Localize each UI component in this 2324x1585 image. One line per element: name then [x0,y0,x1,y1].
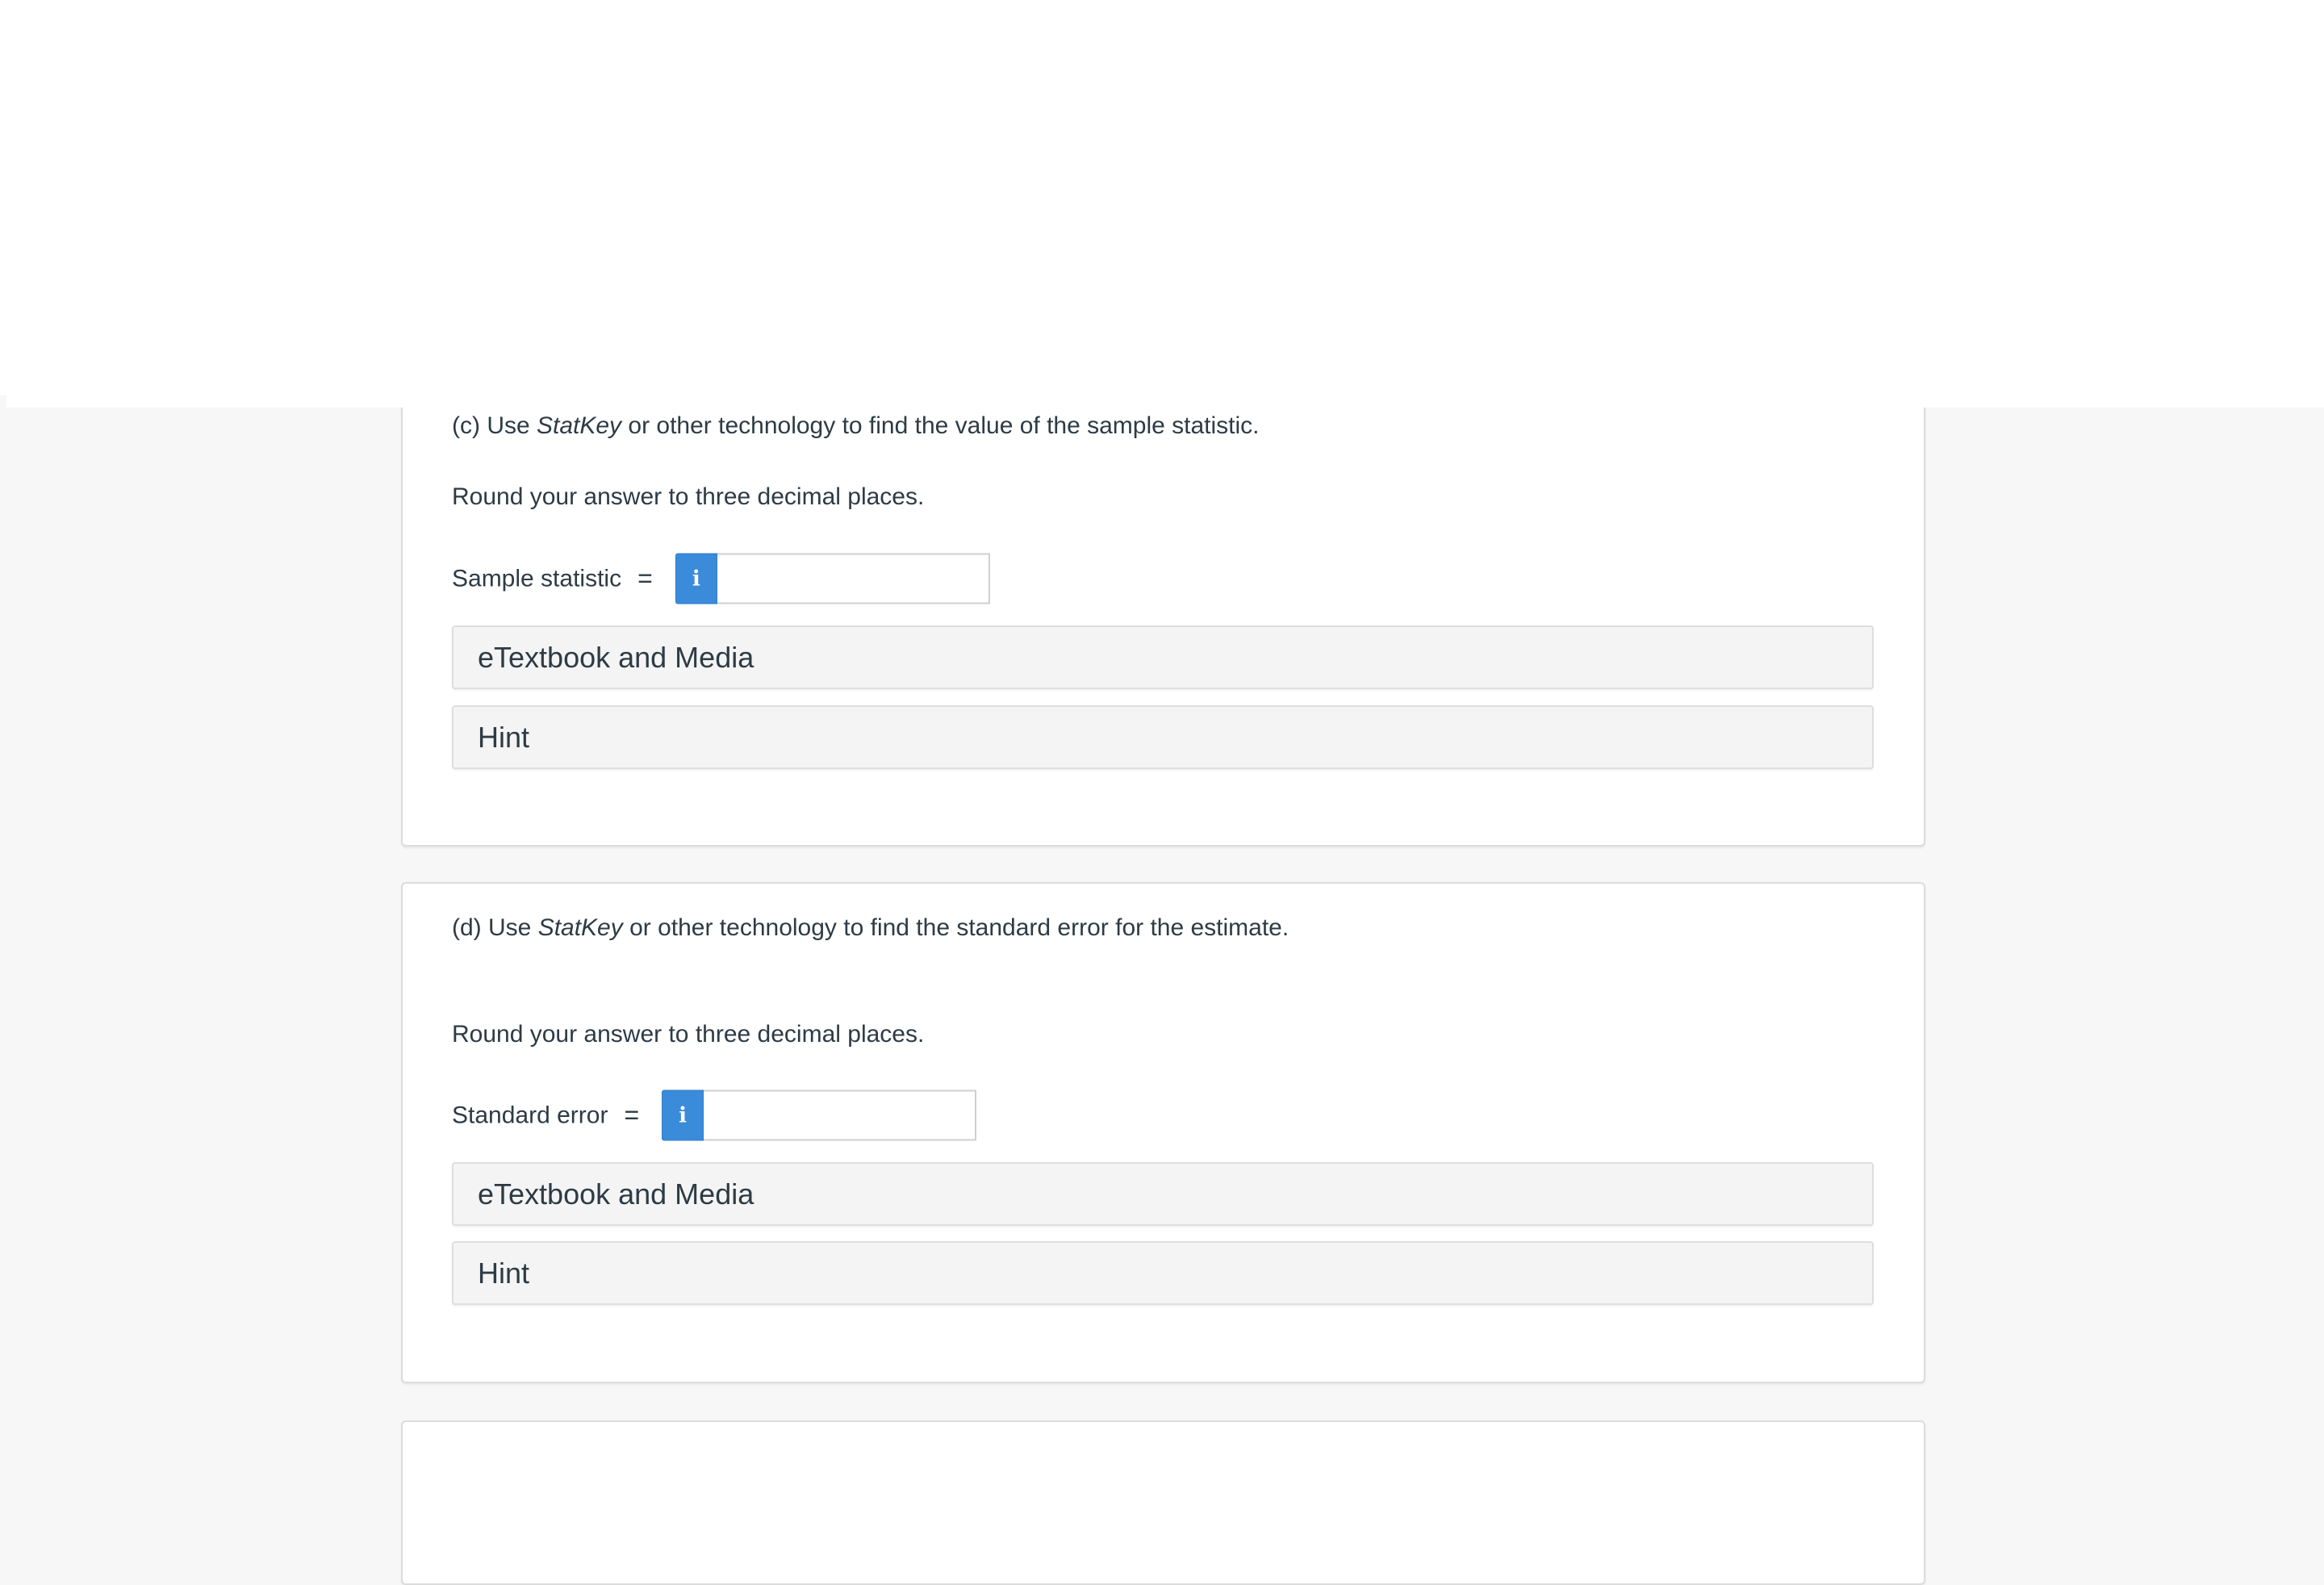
prompt-text: (d) Use [452,914,538,941]
part-d-prompt [452,914,1289,942]
next-question-card [401,1420,1925,1585]
statkey-term: StatKey [537,914,623,941]
sample-statistic-input[interactable] [717,554,990,604]
standard-error-label: Standard error [452,1102,608,1128]
sample-statistic-row [452,554,990,604]
prompt-text: (c) Use [452,412,537,439]
part-d-instruction: Round your answer to three decimal places. [452,1021,925,1048]
sample-statistic-label: Sample statistic [452,565,622,592]
info-icon[interactable]: i [675,554,717,604]
equals-sign: = [624,1100,640,1130]
part-c-prompt [452,412,1260,440]
etextbook-media-panel[interactable]: eTextbook and Media [452,1162,1874,1226]
prompt-text: or other technology to find the value of the sample statistic. [621,412,1260,439]
prompt-text: or other technology to find the standard error for the estimate. [622,914,1289,941]
equals-sign: = [637,563,653,593]
question-part-c-card [401,355,1925,847]
top-blank-area [6,0,2324,408]
standard-error-row [452,1090,976,1141]
question-part-d-card [401,882,1925,1383]
top-blank-area-edge [0,0,6,395]
statkey-term: StatKey [537,412,622,439]
info-icon[interactable]: i [662,1090,704,1141]
part-c-instruction: Round your answer to three decimal places. [452,483,925,510]
standard-error-input[interactable] [704,1090,976,1141]
etextbook-media-panel[interactable]: eTextbook and Media [452,625,1874,689]
hint-panel[interactable]: Hint [452,1241,1874,1305]
hint-panel[interactable]: Hint [452,705,1874,769]
